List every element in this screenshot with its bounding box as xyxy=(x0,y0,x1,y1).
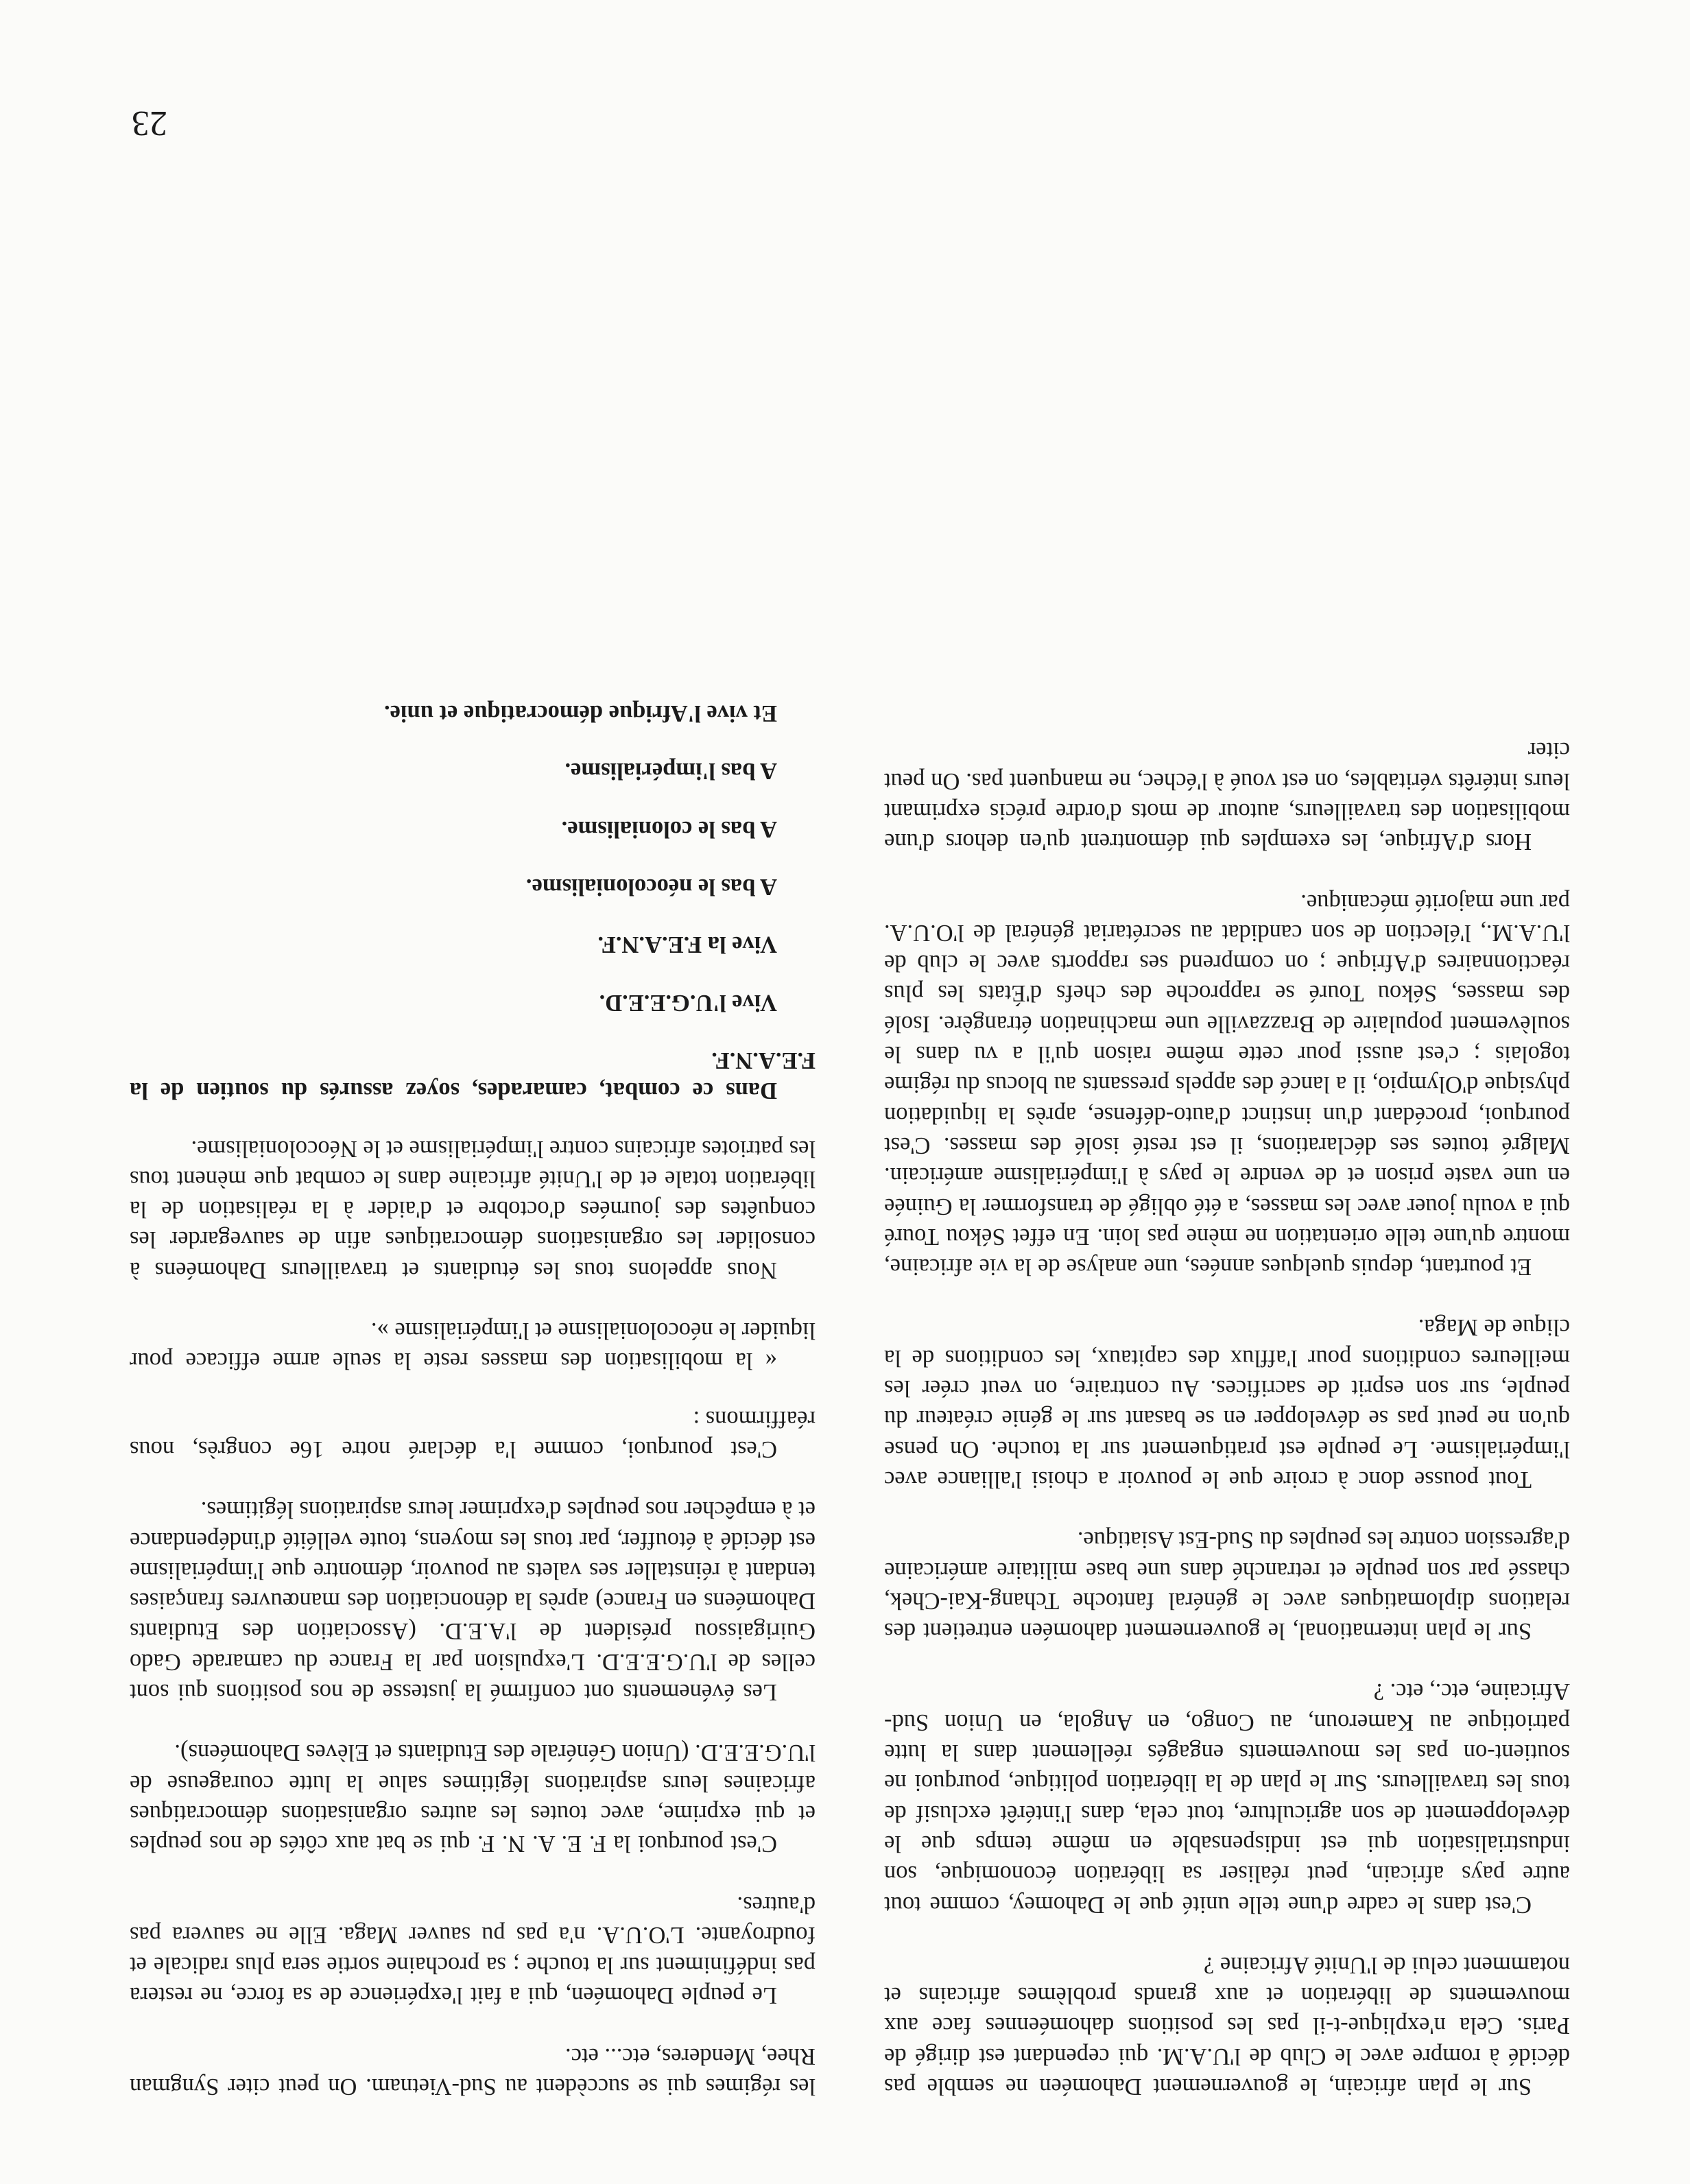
paragraph-south-vietnam: les régimes qui se succèdent au Sud-Vietnam. On peut citer Syngman Rhee, Menderes, etc... etc. xyxy=(130,2043,816,2100)
paragraph-alliance-imperialism: Tout pousse donc à croire que le pouvoir a choisi l'alliance avec l'impérialisme. Le peuple est pratiquement sur la touche. On pense qu'on ne peut pas se développer en se basant sur le génie créateur du peuple, sur son esprit de sacrifices. Au contraire, on veut créer les meilleures conditions pour l'afflux des capitaux, les conditions de la clique de Maga. xyxy=(884,1314,1570,1493)
paragraph-international-plan: Sur le plan international, le gouvernement dahoméen entretient des relations diplomatiques avec le général fantoche Tchang-Kai-Chek, chassé par son peuple et retranché dans une base militaire américaine d'agression contre les peuples du Sud-Est Asiatique. xyxy=(884,1527,1570,1645)
slogan-a-bas-colonialisme: A bas le colonialisme. xyxy=(561,816,777,842)
paragraph-african-unity: C'est dans le cadre d'une telle unité que le Dahomey, comme tout autre pays africain, peut réaliser sa libération économique, son industrialisation qui est indispensable en même temps que le développement de son agriculture, tout cela, dans l'intérêt exclusif de tous les travailleurs. Sur le plan de la libération politique, pourquoi ne soutient-on pas les mouvements engagés réellement dans la lutte patriotique au Kameroun, au Congo, en Angola, en Union Sud-Africaine, etc., etc. ? xyxy=(884,1678,1570,1918)
paragraph-sekou-toure: Et pourtant, depuis quelques années, une analyse de la vie africaine, montre qu'une telle orientation ne mène pas loin. En effet Sékou Touré qui a voulu jouer avec les masses, a été obligé de transformer la Guinée en une vaste prison et de vendre le pays à l'impérialisme américain. Malgré toutes ses déclarations, il est resté isolé des masses. C'est pourquoi, procédant d'un instinct d'auto-défense, après la liquidation physique d'Olympio, il a lancé des appels pressants au blocus du régime togolais ; c'est aussi pour cette même raison qu'il a vu dans le soulèvement populaire de Brazzaville une machination étrangère. Isolé des masses, Sékou Touré se rapproche des chefs d'États les plus réactionnaires d'Afrique ; on comprend ses rapports avec le club de l'U.A.M., l'élection de son candidat au secrétariat général de l'O.U.A. par une majorité mécanique. xyxy=(884,889,1570,1281)
slogan-vive-feanf: Vive la F.E.A.N.F. xyxy=(597,931,777,958)
paragraph-congress-declaration: C'est pourquoi, comme l'a déclaré notre 16e congrès, nous réaffirmons : xyxy=(130,1405,816,1462)
paragraph-events-confirmed: Les événements ont confirmé la justesse de nos positions qui sont celles de l'U.G.E.E.D. L'expulsion par la France du camarade Gado Guirigaissou président de l'A.E.D. (Association des Etudiants Dahoméens en France) après la dénonciation des manœuvres françaises tendant à réinstaller ses valets au pouvoir, démontre que l'impérialisme est décidé à étouffer, par tous les moyens, toute velléité d'indépendance et à empêcher nos peuples d'exprimer leurs aspirations légitimes. xyxy=(130,1497,816,1706)
paragraph-mass-mobilisation-quote: « la mobilisation des masses reste la seule arme efficace pour liquider le néocolonialisme et l'impérialisme ». xyxy=(130,1318,816,1375)
slogan-vive-afrique: Et vive l'Afrique démocratique et unie. xyxy=(383,700,777,727)
paragraph-call-to-students: Nous appelons tous les étudiants et travailleurs Dahoméens à consolider les organisations démocratiques afin de sauvegarder les conquêtes des journées d'octobre et d'aider à la réalisation de la libération totale et de l'Unité africaine dans le combat que mènent tous les patriotes africains contre l'impérialisme et le Néocolonialisme. xyxy=(130,1135,816,1283)
page-number: 23 xyxy=(132,104,167,143)
paragraph-outside-africa: Hors d'Afrique, les exemples qui démontrent qu'en dehors d'une mobilisation des travailleurs, autour de mots d'ordre précis exprimant leurs intérêts véritables, on est voué à l'échec, ne manquent pas. On peut citer xyxy=(884,737,1570,855)
paragraph-combat-support: Dans ce combat, camarades, soyez assurés du soutien de la F.E.A.N.F. xyxy=(130,1047,816,1104)
paragraph-feanf-salute: C'est pourquoi la F. E. A. N. F. qui se bat aux côtés de nos peuples et qui exprime, avec toutes les autres organisations démocratiques africaines leurs aspirations légitimes salue la lutte courageuse de l'U.G.E.E.D. (Union Générale des Etudiants et Elèves Dahoméens). xyxy=(130,1740,816,1857)
left-text-column xyxy=(884,735,1570,2102)
slogan-vive-ugeed: Vive l'U.G.E.E.D. xyxy=(599,989,777,1016)
paragraph-uam-club: Sur le plan africain, le gouvernement Dahoméen ne semble pas décidé à rompre avec le Club de l'U.A.M. qui cependant est dirigé de Paris. Cela n'explique-t-il pas les positions dahoméennes face aux mouvements de libération et aux grands problèmes africains et notamment celui de l'Unité Africaine ? xyxy=(884,1951,1570,2100)
slogan-a-bas-neocolonialisme: A bas le néocolonialisme. xyxy=(525,874,777,901)
paragraph-dahomean-people: Le peuple Dahoméen, qui a fait l'expérience de sa force, ne restera pas indéfiniment sur la touche ; sa prochaine sortie sera plus radicale et foudroyante. L'O.U.A. n'a pas pu sauver Maga. Elle ne sauvera pas d'autres. xyxy=(130,1891,816,2009)
slogan-a-bas-imperialisme: A bas l'impérialisme. xyxy=(564,758,777,785)
right-text-column xyxy=(130,698,816,2102)
